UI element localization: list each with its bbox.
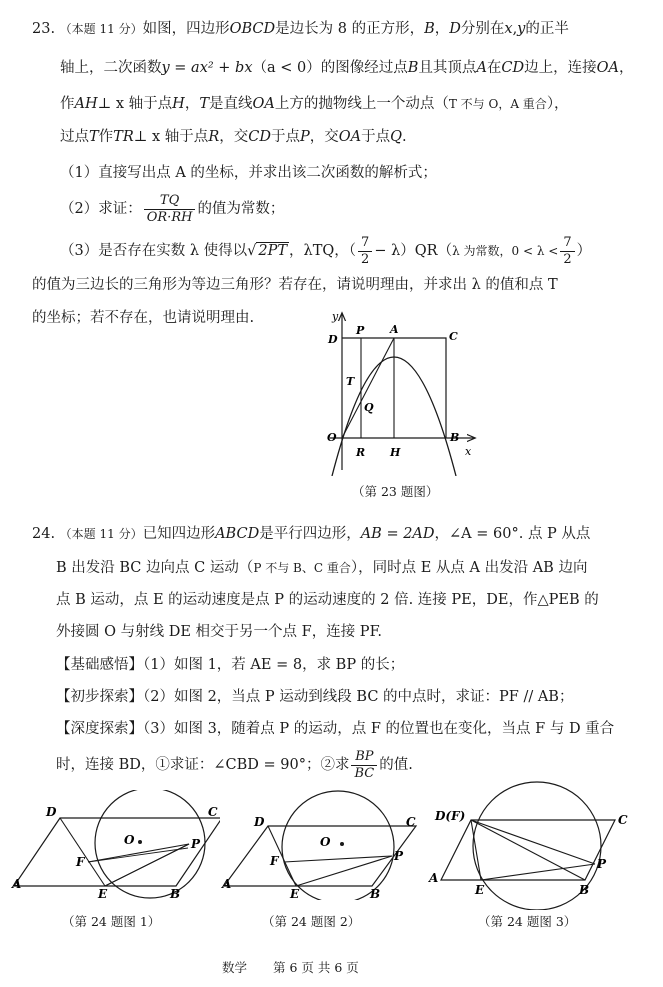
q23-term: A [476, 60, 487, 76]
q23-text: 在 [486, 60, 502, 76]
segment-pf [88, 844, 189, 862]
fig-label: R [356, 446, 366, 459]
fig-label: Q [364, 401, 374, 414]
q24-caption-1: （第 24 题图 1） [62, 914, 161, 929]
q24-section-tag: 【基础感悟】 [56, 657, 143, 673]
fig-label: H [390, 446, 401, 459]
q23-text: − λ）QR（ [374, 243, 453, 259]
q23-fraction-denominator: 2 [361, 251, 370, 267]
q24-text: 的值. [379, 757, 413, 773]
q23-part-2 [60, 192, 284, 226]
circle-o [282, 791, 394, 900]
q23-term: B [424, 21, 435, 37]
q23-text: ⊥ x 轴于点 [133, 129, 209, 145]
q24-score-tag: （本题 11 分） [59, 527, 143, 541]
fig-label: x [465, 445, 472, 458]
center-dot [340, 842, 344, 846]
footer-subject: 数学 [222, 960, 248, 975]
center-dot [138, 840, 142, 844]
fig-label: O [327, 431, 337, 444]
q24-figure-1 [10, 790, 220, 900]
fig-label: F [76, 855, 85, 869]
segment-de [471, 820, 481, 880]
q24-text: 是平行四边形， [259, 526, 361, 542]
q23-text: 是边长为 8 的正方形， [275, 21, 425, 37]
q23-sqrt-body: 2PT [258, 243, 288, 259]
q24-text: 时，连接 BD，①求证：∠CBD = 90°；②求 [56, 757, 350, 773]
q24-text: . 点 P 从点 [518, 526, 591, 542]
q23-term: T [199, 96, 209, 112]
fig-label: A [222, 877, 232, 891]
q24-term: ∠A = 60° [449, 526, 519, 542]
fig-label: E [98, 887, 108, 900]
q23-text: ，λTQ，（ [289, 243, 357, 259]
q23-text: 轴上，二次函数 [60, 60, 162, 76]
q23-text: ，交 [219, 129, 249, 145]
q23-figure [318, 308, 478, 476]
fig-label: C [449, 330, 458, 343]
parallelogram-abcd [14, 818, 220, 886]
q24-line-1 [32, 524, 590, 544]
footer-page-number: 第 6 页 共 6 页 [272, 960, 359, 975]
fig-label: P [394, 849, 404, 863]
q24-text: 已知四边形 [142, 526, 216, 542]
q23-text: λ 为常数，0 < λ < [452, 244, 559, 258]
q23-text: 于点 [361, 129, 391, 145]
fig-label: O [124, 833, 135, 847]
fig-label: A [429, 871, 439, 885]
segment-oa [342, 338, 394, 438]
fig-label: T [346, 375, 355, 388]
q23-text: 的图像经过点 [320, 60, 408, 76]
q23-text: ， [184, 96, 200, 112]
q23-score-tag: （本题 11 分） [59, 22, 143, 36]
q23-caption: （第 23 题图） [352, 484, 439, 499]
segment-pe [481, 864, 595, 880]
fig-label: C [618, 813, 628, 827]
fig-label: P [356, 324, 365, 337]
fig-label: B [579, 883, 590, 897]
q24-bp-bc-fraction [351, 749, 377, 782]
q23-text: 如图，四边形 [142, 21, 230, 37]
fig-label: E [290, 887, 300, 900]
q23-text: 于点 [270, 129, 300, 145]
fig-label: B [450, 431, 460, 444]
q23-term: AH [74, 96, 98, 112]
q23-text: ） [576, 243, 592, 259]
page-footer [222, 958, 359, 976]
fig-label: B [170, 887, 181, 900]
q23-function: y = ax² + bx [161, 60, 253, 76]
q23-text: 的正半 [525, 21, 569, 37]
q23-text: ⊥ x 轴于点 [97, 96, 173, 112]
q24-caption-3: （第 24 题图 3） [478, 914, 577, 929]
q23-line-2: 轴上，二次函数y = ax² + bx（a < 0）的图像经过点B且其顶点A在CD边上，连接OA， [60, 60, 634, 76]
q23-text: 作 [60, 96, 75, 112]
q24-term: AB = 2AD [360, 526, 435, 542]
segment-pf2 [88, 848, 188, 862]
q23-text: ，交 [309, 129, 339, 145]
q23-line-1 [32, 19, 569, 39]
q23-term: H [172, 96, 185, 112]
q24-caption-2: （第 24 题图 2） [262, 914, 361, 929]
q24-prelim [56, 687, 573, 707]
q23-line-3: 作AH⊥ x 轴于点H，T是直线OA上方的抛物线上一个动点（T 不与 O，A 重合）， [60, 96, 569, 112]
q23-term: Q [390, 129, 402, 145]
q24-text: （3）如图 3，随着点 P 的运动，点 F 的位置也在变化，当点 F 与 D 重合 [143, 721, 615, 737]
q23-text: 且其顶点 [418, 60, 477, 76]
q24-basic [56, 655, 404, 675]
segment-dp [471, 820, 595, 864]
q23-text: , [512, 21, 518, 37]
q24-deep-2 [56, 746, 413, 784]
q23-part-1: （1）直接写出点 A 的坐标，并求出该二次函数的解析式； [60, 165, 437, 181]
q24-text: ， [434, 526, 450, 542]
q23-term: CD [501, 60, 525, 76]
fig-label: D [46, 805, 57, 819]
q24-section-tag: 【初步探索】 [56, 689, 143, 705]
fig-label: y [332, 310, 339, 323]
q23-text: （a < 0） [252, 60, 321, 76]
q23-part-3-line-3: 的坐标；若不存在，也请说明理由. [32, 310, 255, 326]
q23-term: x [504, 21, 513, 37]
q23-term: OBCD [229, 21, 276, 37]
q23-text: T 不与 O，A 重合 [448, 97, 547, 111]
q24-text: B 出发沿 BC 边向点 C 运动（ [56, 560, 254, 576]
q23-fraction-numerator: 7 [358, 235, 372, 252]
q23-fraction-numerator: TQ [144, 193, 196, 210]
fig-label: B [370, 887, 381, 900]
q23-text: . [401, 129, 407, 145]
q23-part-3-line-2: 的值为三边长的三角形为等边三角形？若存在，请说明理由，并求出 λ 的值和点 T [32, 277, 558, 293]
segment-db [471, 820, 585, 880]
q23-text: 是直线 [209, 96, 253, 112]
q23-text: ， [619, 60, 634, 76]
q24-number: 24. [32, 526, 56, 542]
fig-label: C [208, 805, 218, 819]
q23-text: （3）是否存在实数 λ 使得以 [60, 243, 248, 259]
q23-text: 过点 [60, 129, 89, 145]
fig-label: C [406, 815, 416, 829]
q24-deep [56, 719, 614, 739]
fig-label: D(F) [435, 809, 466, 823]
q23-line-4: 过点T作TR⊥ x 轴于点R，交CD于点P，交OA于点Q. [60, 129, 407, 145]
q24-figure-3 [425, 780, 660, 910]
q24-term: ABCD [215, 526, 260, 542]
q24-text: ），同时点 E 从点 A 出发沿 AB 边向 [350, 560, 588, 576]
q23-number: 23. [32, 21, 56, 37]
q24-section-tag: 【深度探索】 [56, 721, 143, 737]
q23-text: （2）求证： [60, 201, 142, 217]
q23-term: D [449, 21, 461, 37]
segment-de [60, 818, 105, 886]
q24-text: P 不与 B、C 重合 [253, 561, 351, 575]
q24-fraction-denominator: BC [354, 765, 375, 781]
q23-part2-fraction [144, 193, 196, 226]
q23-text: 分别在 [460, 21, 505, 37]
q23-text: 边上，连接 [524, 60, 597, 76]
q24-text: （2）如图 2，当点 P 运动到线段 BC 的中点时，求证：PF // AB； [143, 689, 574, 705]
q23-term: y [517, 21, 526, 37]
q23-part-3 [60, 234, 591, 268]
q23-fraction-denominator: OR·RH [146, 209, 193, 225]
fig-label: E [475, 883, 485, 897]
q24-line-3: 点 B 运动，点 E 的运动速度是点 P 的运动速度的 2 倍. 连接 PE，DE，作△PEB 的 [56, 592, 599, 608]
q24-fraction-numerator: BP [351, 749, 377, 766]
q23-term: P [299, 129, 310, 145]
q23-text: 的值为常数； [197, 201, 285, 217]
fig-label: D [328, 333, 338, 346]
fig-label: A [12, 877, 22, 891]
sqrt-icon: √ [247, 243, 257, 259]
q24-text: （1）如图 1，若 AE = 8，求 BP 的长； [143, 657, 405, 673]
fig-label: P [597, 857, 607, 871]
fig-label: D [254, 815, 265, 829]
q23-term: R [208, 129, 220, 145]
q23-text: 上方的抛物线上一个动点（ [274, 96, 449, 112]
fig-label: P [191, 837, 201, 851]
q24-figure-2 [220, 790, 430, 900]
q23-term: TR [113, 129, 134, 145]
q23-term: OA [596, 60, 620, 76]
segment-fb [105, 844, 189, 886]
q23-part3-fraction-2: $\frac{7}{2}$ [560, 235, 574, 268]
q23-text: 作 [98, 129, 114, 145]
q23-text: ， [434, 21, 450, 37]
q24-line-4: 外接圆 O 与射线 DE 相交于另一个点 F，连接 PF. [56, 624, 382, 640]
q23-text: ）， [546, 96, 569, 112]
q24-line-2 [56, 558, 587, 578]
q23-part3-fraction [358, 235, 372, 268]
fig-label: F [270, 854, 279, 868]
fig-label: A [390, 323, 399, 336]
fig-label: O [320, 835, 331, 849]
